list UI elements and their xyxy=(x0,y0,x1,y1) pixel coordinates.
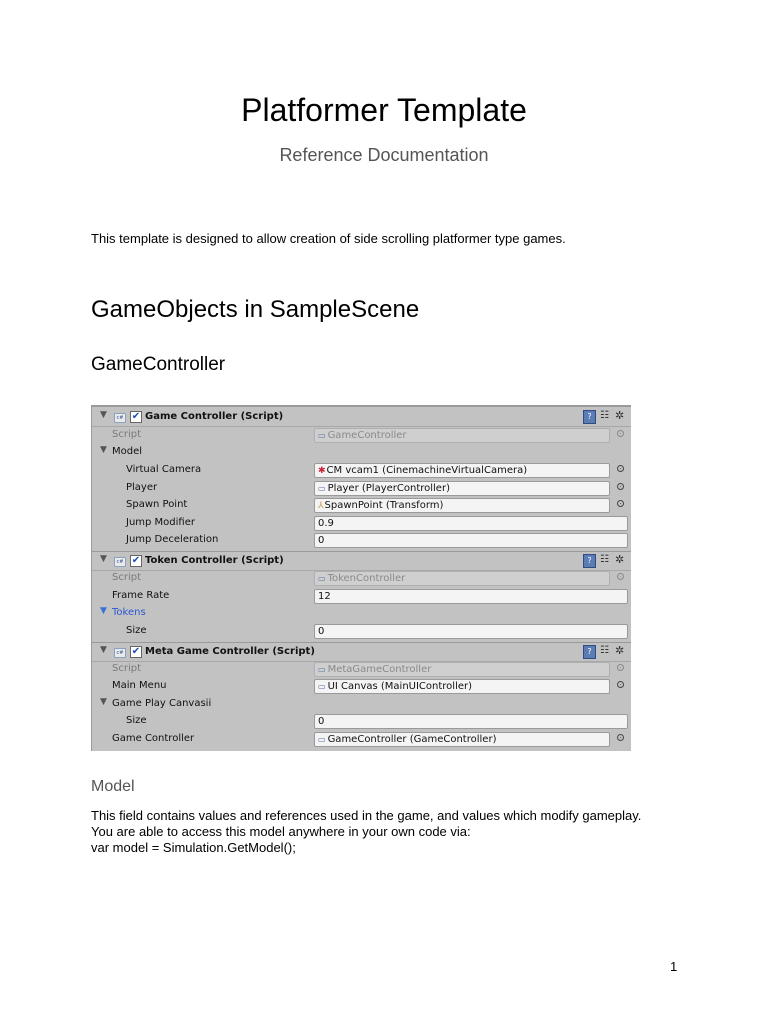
field-label: Model xyxy=(112,446,143,457)
main-menu-field[interactable]: ▭ UI Canvas (MainUIController) xyxy=(314,679,610,694)
cinemachine-icon: ✱ xyxy=(318,466,326,476)
script-asset-icon: ▭ xyxy=(318,735,326,744)
model-code-line: var model = Simulation.GetModel(); xyxy=(91,840,296,855)
script-row xyxy=(92,570,631,587)
csharp-script-icon: c# xyxy=(114,648,126,658)
script-row xyxy=(92,661,631,678)
game-controller-ref-row xyxy=(92,731,631,748)
game-controller-header[interactable] xyxy=(92,409,631,427)
component-title: Game Controller (Script) xyxy=(145,411,284,422)
foldout-triangle-icon[interactable]: ▼ xyxy=(100,410,107,420)
object-picker-icon[interactable] xyxy=(617,500,624,507)
object-picker-icon[interactable] xyxy=(617,483,624,490)
player-field[interactable]: ▭ Player (PlayerController) xyxy=(314,481,610,496)
component-divider xyxy=(92,551,631,552)
object-picker-icon[interactable] xyxy=(617,681,624,688)
field-label: Script xyxy=(112,572,142,583)
field-label: Main Menu xyxy=(112,680,167,691)
object-picker-icon[interactable] xyxy=(617,734,624,741)
frame-rate-input[interactable]: 12 xyxy=(314,589,628,604)
frame-rate-row xyxy=(92,588,631,605)
canvasii-size-input[interactable]: 0 xyxy=(314,714,628,729)
script-asset-icon: ▭ xyxy=(318,574,326,583)
page-title: Platformer Template xyxy=(241,92,527,128)
spawn-point-field[interactable]: ⅄SpawnPoint (Transform) xyxy=(314,498,610,513)
script-field: ▭ TokenController xyxy=(314,571,610,586)
tokens-foldout-row[interactable] xyxy=(92,605,631,622)
object-picker-icon[interactable] xyxy=(617,465,624,472)
game-play-canvasii-foldout-row[interactable] xyxy=(92,696,631,713)
jump-deceleration-input[interactable]: 0 xyxy=(314,533,628,548)
component-header-icons xyxy=(583,645,629,659)
subsection-heading: GameController xyxy=(91,354,226,375)
page-number: 1 xyxy=(670,959,678,974)
foldout-triangle-icon[interactable]: ▼ xyxy=(100,697,107,707)
preset-sliders-icon[interactable]: ☷ xyxy=(600,410,609,421)
script-row xyxy=(92,427,631,444)
script-asset-icon: ▭ xyxy=(318,484,326,493)
canvasii-size-row xyxy=(92,713,631,730)
field-label: Virtual Camera xyxy=(126,464,202,475)
gear-icon[interactable]: ✲ xyxy=(615,644,625,657)
preset-sliders-icon[interactable]: ☷ xyxy=(600,554,609,565)
csharp-script-icon: c# xyxy=(114,413,126,423)
script-asset-icon: ▭ xyxy=(318,665,326,674)
model-heading: Model xyxy=(91,778,135,795)
virtual-camera-field[interactable]: ✱CM vcam1 (CinemachineVirtualCamera) xyxy=(314,463,610,478)
model-foldout-row[interactable] xyxy=(92,444,631,461)
meta-game-controller-header[interactable] xyxy=(92,644,631,662)
intro-paragraph: This template is designed to allow creation of side scrolling platformer type games. xyxy=(91,231,566,246)
component-header-icons xyxy=(583,554,629,568)
component-enabled-checkbox[interactable]: ✔ xyxy=(131,555,141,566)
model-text-line: This field contains values and references used in the game, and values which modify gameplay. xyxy=(91,808,642,823)
help-book-icon[interactable]: ? xyxy=(583,645,596,659)
jump-modifier-row xyxy=(92,515,631,532)
section-heading: GameObjects in SampleScene xyxy=(91,296,420,323)
foldout-triangle-icon[interactable]: ▼ xyxy=(100,606,107,616)
tokens-size-input[interactable]: 0 xyxy=(314,624,628,639)
field-label: Spawn Point xyxy=(126,499,188,510)
component-divider xyxy=(92,642,631,643)
virtual-camera-row xyxy=(92,462,631,479)
player-row xyxy=(92,480,631,497)
component-title: Meta Game Controller (Script) xyxy=(145,646,315,657)
field-label: Player xyxy=(126,482,158,493)
field-label: Tokens xyxy=(112,607,146,618)
tokens-size-row xyxy=(92,623,631,640)
field-label: Size xyxy=(126,715,147,726)
transform-icon: ⅄ xyxy=(318,501,324,511)
field-label: Size xyxy=(126,625,147,636)
foldout-triangle-icon[interactable]: ▼ xyxy=(100,445,107,455)
spawn-point-row xyxy=(92,497,631,514)
jump-modifier-input[interactable]: 0.9 xyxy=(314,516,628,531)
foldout-triangle-icon[interactable]: ▼ xyxy=(100,645,107,655)
foldout-triangle-icon[interactable]: ▼ xyxy=(100,554,107,564)
field-label: Script xyxy=(112,429,142,440)
script-asset-icon: ▭ xyxy=(318,682,326,691)
object-picker-icon xyxy=(617,664,624,671)
field-label: Jump Modifier xyxy=(126,517,195,528)
component-enabled-checkbox[interactable]: ✔ xyxy=(131,411,141,422)
jump-deceleration-row xyxy=(92,532,631,549)
component-header-icons xyxy=(583,410,629,424)
object-picker-icon xyxy=(617,430,624,437)
main-menu-row xyxy=(92,678,631,695)
gear-icon[interactable]: ✲ xyxy=(615,553,625,566)
field-label: Script xyxy=(112,663,142,674)
help-book-icon[interactable]: ? xyxy=(583,410,596,424)
unity-inspector-screenshot xyxy=(91,405,631,751)
component-enabled-checkbox[interactable]: ✔ xyxy=(131,646,141,657)
component-title: Token Controller (Script) xyxy=(145,555,284,566)
script-field: ▭ MetaGameController xyxy=(314,662,610,677)
preset-sliders-icon[interactable]: ☷ xyxy=(600,645,609,656)
token-controller-header[interactable] xyxy=(92,553,631,571)
script-asset-icon: ▭ xyxy=(318,431,326,440)
page-subtitle: Reference Documentation xyxy=(279,145,489,165)
model-text-line: You are able to access this model anywhere in your own code via: xyxy=(91,824,471,839)
script-field: ▭ GameController xyxy=(314,428,610,443)
object-picker-icon xyxy=(617,573,624,580)
csharp-script-icon: c# xyxy=(114,557,126,567)
model-description xyxy=(91,808,641,856)
help-book-icon[interactable]: ? xyxy=(583,554,596,568)
field-label: Jump Deceleration xyxy=(126,534,219,545)
field-label: Game Controller xyxy=(112,733,195,744)
field-label: Game Play Canvasii xyxy=(112,698,212,709)
game-controller-field[interactable]: ▭ GameController (GameController) xyxy=(314,732,610,747)
gear-icon[interactable]: ✲ xyxy=(615,409,625,422)
field-label: Frame Rate xyxy=(112,590,170,601)
